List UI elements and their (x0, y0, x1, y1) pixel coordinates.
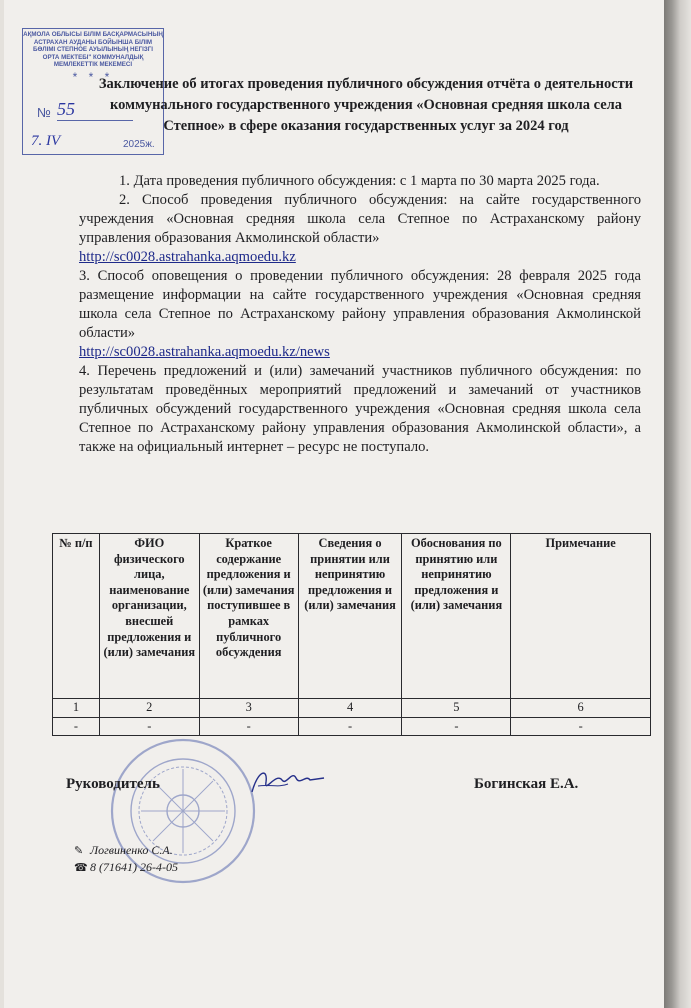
school-news-link[interactable]: http://sc0028.astrahanka.aqmoedu.kz/news (79, 344, 330, 360)
stamp-stars: * * * (72, 69, 114, 84)
header-number: № п/п (53, 534, 100, 699)
header-justification: Обоснования по принятию или непринятию предложения и (или) замечания (402, 534, 511, 699)
stamp-number: 55 (57, 99, 133, 121)
executor-name: Логвиненко С.А. (90, 843, 173, 857)
document-title: Заключение об итогах проведения публичного обсуждения отчёта о деятельности коммунального государственного учреждения «Основная средняя школа села Степное» в сфере оказания государственных услуг за 2024 год (98, 76, 634, 134)
signature-label: Руководитель (66, 776, 160, 792)
table-header-row (53, 534, 651, 699)
handwritten-signature-icon (248, 764, 328, 800)
table-row: - - - - - - (53, 717, 651, 736)
stamp-date: 7. IV (31, 133, 61, 149)
stamp-text: АҚМОЛА ОБЛЫСЫ БІЛІМ БАСҚАРМАСЫНЫҢ АСТРАХАН АУДАНЫ БОЙЫНША БІЛІМ БӨЛІМІ СТЕПНОЕ АУЫЛЫНЫҢ НЕГІЗГІ ОРТА МЕКТЕБІ" КОММУНАЛДЫҚ МЕМЛЕКЕТТІК МЕКЕМЕСІ (23, 31, 163, 69)
paragraph-2: 2. Способ проведения публичного обсуждения: на сайте государственного учреждения «Основная средняя школа села Степное по Астраханскому району управления образования Акмолинской области» (79, 192, 641, 246)
stamp-number-prefix: № (37, 105, 51, 120)
table-row: 1 2 3 4 5 6 (53, 699, 651, 718)
paragraph-1: 1. Дата проведения публичного обсуждения: с 1 марта по 30 марта 2025 года. (119, 173, 600, 189)
header-decision: Сведения о принятии или непринятию предложения и (или) замечания (298, 534, 402, 699)
page-edge-shadow (664, 0, 691, 1008)
executor-contact (74, 842, 178, 876)
signatory-name: Богинская Е.А. (474, 776, 579, 792)
document-body (79, 172, 641, 457)
header-note: Примечание (511, 534, 651, 699)
proposals-table (52, 533, 651, 736)
school-website-link[interactable]: http://sc0028.astrahanka.aqmoedu.kz (79, 249, 296, 265)
phone-icon: ☎ (74, 862, 88, 874)
executor-phone: 8 (71641) 26-4-05 (90, 860, 178, 874)
header-summary: Краткое содержание предложения и (или) замечания поступившее в рамках публичного обсуждения (199, 534, 298, 699)
paragraph-3: 3. Способ оповещения о проведении публичного обсуждения: 28 февраля 2025 года размещение информации на сайте государственного учреждения «Основная средняя школа села Степное по Астраханскому району управления образования Акмолинской области» (79, 268, 641, 341)
stamp-year: 2025ж. (123, 139, 155, 150)
pencil-icon: ✎ (74, 845, 84, 857)
header-author: ФИО физического лица, наименование организации, внесшей предложения и (или) замечания (99, 534, 199, 699)
paragraph-4: 4. Перечень предложений и (или) замечаний участников публичного обсуждения: по результатам проведённых мероприятий предложений и замечаний от участников публичных обсуждений государственного учреждения «Основная средняя школа села Степное по Астраханскому району управления образования Акмолинской области», а также на официальный интернет – ресурс не поступало. (79, 363, 641, 455)
